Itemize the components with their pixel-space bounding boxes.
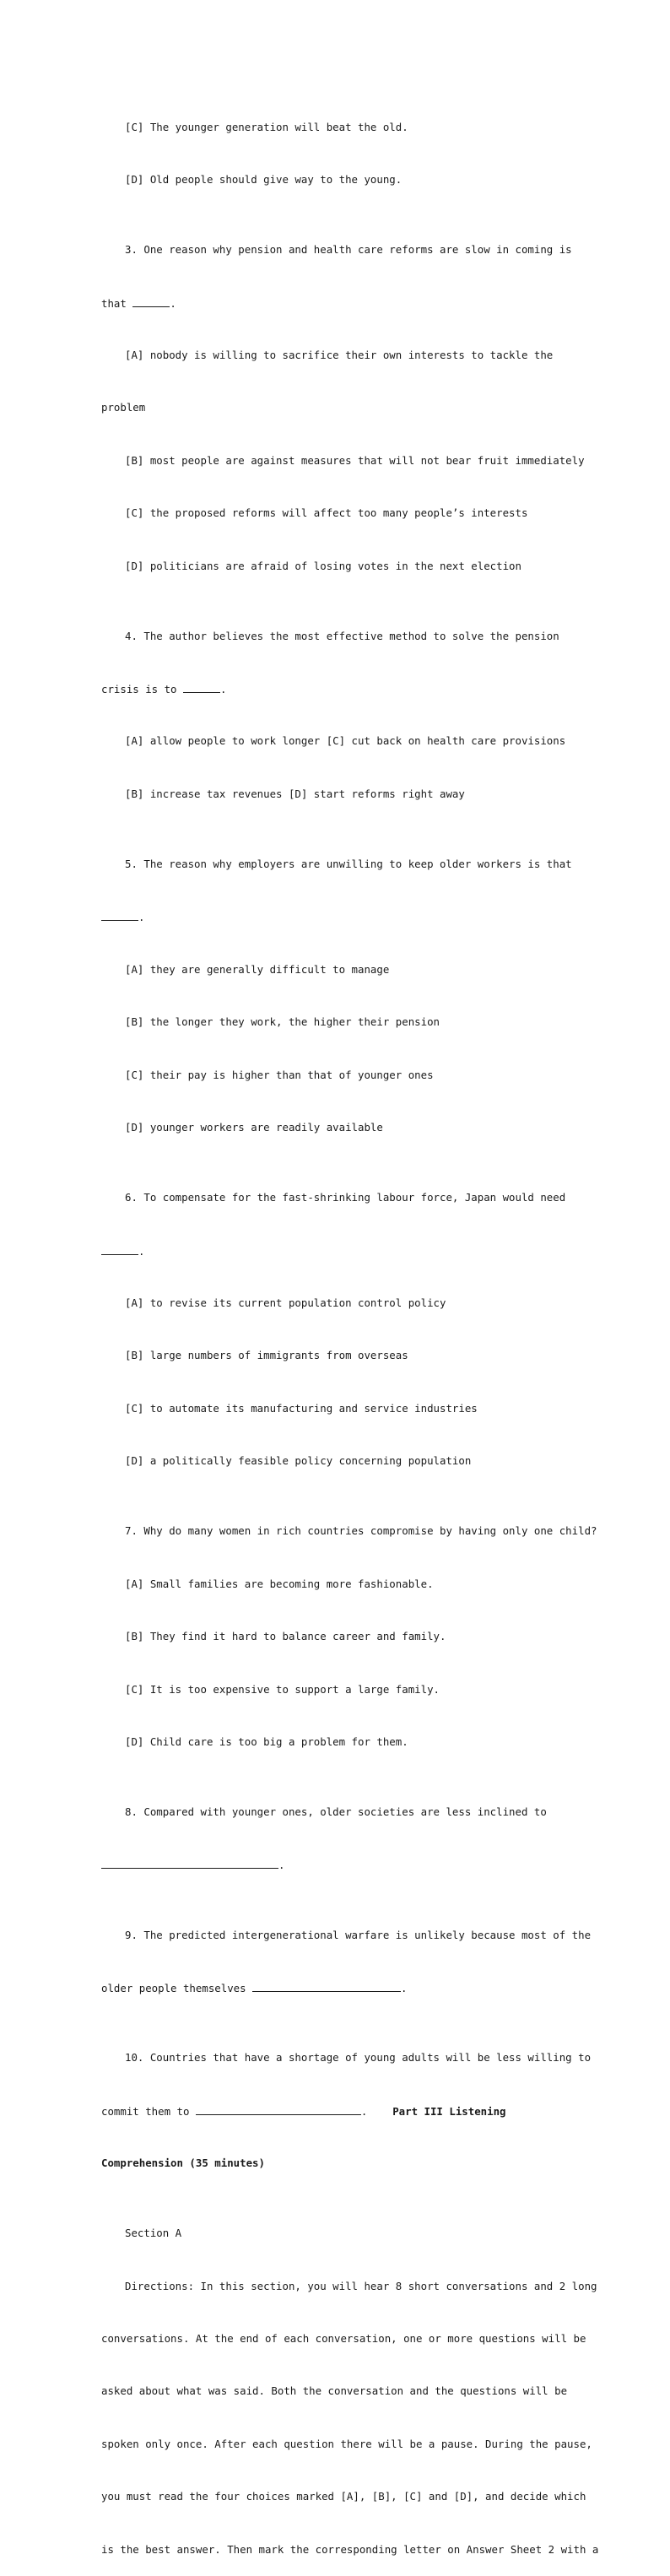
q4-stem-cont — [101, 680, 574, 698]
answer-blank[interactable] — [183, 680, 220, 693]
q9-stem-end: . — [401, 1982, 408, 1995]
q3-stem: 3. One reason why pension and health care reforms are slow in coming is — [125, 243, 572, 257]
q5-stem-cont — [101, 908, 574, 926]
q5-option-c: [C] their pay is higher than that of younger ones — [125, 1068, 434, 1081]
q3-option-d: [D] politicians are afraid of losing votes in the next election — [125, 559, 521, 572]
directions-line-6: is the best answer. Then mark the corresponding letter on Answer Sheet 2 with a — [101, 2542, 599, 2556]
q6-option-a: [A] to revise its current population control policy — [125, 1296, 446, 1309]
q3-stem-end: . — [170, 296, 176, 310]
q3-stem-pre: that — [101, 296, 127, 310]
part3-title-cont: Comprehension (35 minutes) — [101, 2157, 265, 2170]
q6-option-b: [B] large numbers of immigrants from overseas — [125, 1349, 408, 1362]
q6-stem-end: . — [138, 1244, 145, 1258]
q4-options-ac: [A] allow people to work longer [C] cut back on health care provisions — [125, 734, 566, 748]
document-page — [101, 84, 599, 2576]
answer-blank[interactable] — [132, 295, 170, 307]
q8-stem-end: . — [278, 1859, 285, 1872]
q7-option-c: [C] It is too expensive to support a large family. — [125, 1682, 440, 1696]
q4-stem: 4. The author believes the most effective method to solve the pension — [125, 629, 559, 642]
q10-stem-pre: commit them to — [101, 2104, 190, 2118]
q10-stem: 10. Countries that have a shortage of young adults will be less willing to — [125, 2051, 592, 2065]
answer-blank[interactable] — [101, 1856, 278, 1869]
q5-option-b: [B] the longer they work, the higher their pension — [125, 1015, 440, 1029]
q2-option-c: [C] The younger generation will beat the old. — [125, 120, 408, 133]
q9-stem-pre: older people themselves — [101, 1982, 246, 1995]
q4-stem-pre: crisis is to — [101, 683, 177, 696]
directions-line-3: asked about what was said. Both the conversation and the questions will be — [101, 2384, 568, 2398]
q4-stem-end: . — [220, 683, 227, 696]
q3-option-a-cont: problem — [101, 401, 146, 414]
q10-stem-end: . — [360, 2104, 368, 2118]
directions-line-1: Directions: In this section, you will hear 8 short conversations and 2 long — [125, 2279, 597, 2292]
q5-stem-end: . — [138, 911, 145, 924]
q7-stem: 7. Why do many women in rich countries compromise by having only one child? — [125, 1524, 597, 1538]
part3-title: Part III Listening — [392, 2104, 506, 2118]
answer-blank[interactable] — [196, 2102, 361, 2115]
q3-option-a: [A] nobody is willing to sacrifice their own interests to tackle the — [125, 348, 554, 361]
directions-line-5: you must read the four choices marked [A], [B], [C] and [D], and decide which — [101, 2490, 586, 2503]
directions-line-4: spoken only once. After each question there will be a pause. During the pause, — [101, 2437, 592, 2450]
q4-options-bd: [B] increase tax revenues [D] start reforms right away — [125, 787, 465, 800]
q6-option-c: [C] to automate its manufacturing and service industries — [125, 1401, 478, 1415]
section-a-heading: Section A — [125, 2227, 182, 2240]
q8-stem-cont — [101, 1856, 574, 1874]
q6-option-d: [D] a politically feasible policy concerning population — [125, 1454, 472, 1468]
q7-option-b: [B] They find it hard to balance career and family. — [125, 1630, 446, 1643]
answer-blank[interactable] — [101, 1242, 138, 1255]
q9-stem: 9. The predicted intergenerational warfare is unlikely because most of the — [125, 1928, 592, 1941]
answer-blank[interactable] — [101, 908, 138, 921]
q5-option-a: [A] they are generally difficult to manage — [125, 962, 390, 976]
q3-stem-cont — [101, 295, 574, 312]
answer-blank[interactable] — [252, 1979, 401, 1992]
q8-stem: 8. Compared with younger ones, older societies are less inclined to — [125, 1805, 547, 1819]
q7-option-a: [A] Small families are becoming more fashionable. — [125, 1577, 434, 1590]
q2-option-d: [D] Old people should give way to the young. — [125, 172, 403, 186]
directions-line-2: conversations. At the end of each conversation, one or more questions will be — [101, 2332, 586, 2345]
q3-option-b: [B] most people are against measures that will not bear fruit immediately — [125, 453, 585, 467]
q3-option-c: [C] the proposed reforms will affect too many people’s interests — [125, 506, 528, 520]
q6-stem: 6. To compensate for the fast-shrinking labour force, Japan would need — [125, 1191, 566, 1204]
q5-stem: 5. The reason why employers are unwilling to keep older workers is that — [125, 858, 572, 871]
q9-stem-cont — [101, 1979, 574, 1997]
q7-option-d: [D] Child care is too big a problem for them. — [125, 1734, 408, 1748]
q6-stem-cont — [101, 1242, 574, 1260]
q10-stem-cont — [101, 2102, 574, 2120]
q5-option-d: [D] younger workers are readily available — [125, 1121, 383, 1134]
